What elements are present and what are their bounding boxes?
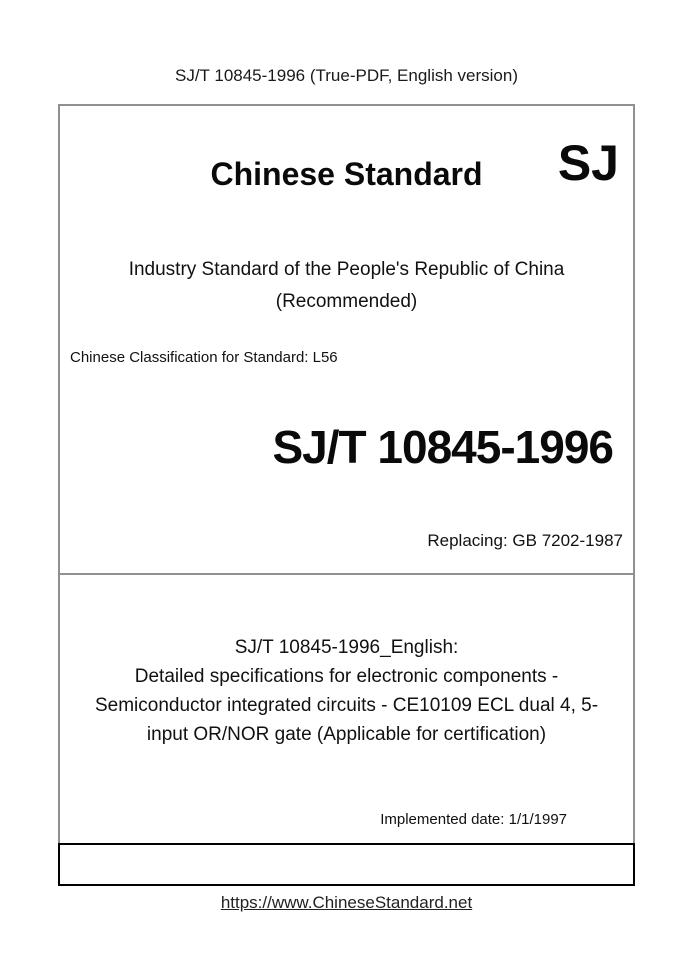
sj-logo: SJ xyxy=(557,135,619,191)
description-line-2: Detailed specifications for electronic components - xyxy=(134,666,559,687)
description-line-1: SJ/T 10845-1996_English: xyxy=(234,637,459,658)
org-line-2: (Recommended) xyxy=(275,291,418,312)
replacing-line: Replacing: GB 7202-1987 xyxy=(427,531,623,550)
standard-number: SJ/T 10845-1996 xyxy=(272,421,613,473)
description-line-4: input OR/NOR gate (Applicable for certification) xyxy=(146,724,547,745)
standard-title: Chinese Standard xyxy=(210,156,483,192)
cover-box xyxy=(58,104,635,575)
classification-line: Chinese Classification for Standard: L56 xyxy=(70,349,338,366)
document-header-title: SJ/T 10845-1996 (True-PDF, English version) xyxy=(175,66,518,85)
footer xyxy=(0,893,693,913)
description-line-3: Semiconductor integrated circuits - CE10109 ECL dual 4, 5- xyxy=(94,695,599,716)
empty-box xyxy=(58,843,635,886)
description-box xyxy=(58,573,635,845)
implemented-date: Implemented date: 1/1/1997 xyxy=(380,811,567,828)
footer-link[interactable]: https://www.ChineseStandard.net xyxy=(220,893,473,912)
org-block xyxy=(60,254,633,318)
org-line-1: Industry Standard of the People's Republic of China xyxy=(128,259,565,280)
description-block xyxy=(60,633,633,749)
